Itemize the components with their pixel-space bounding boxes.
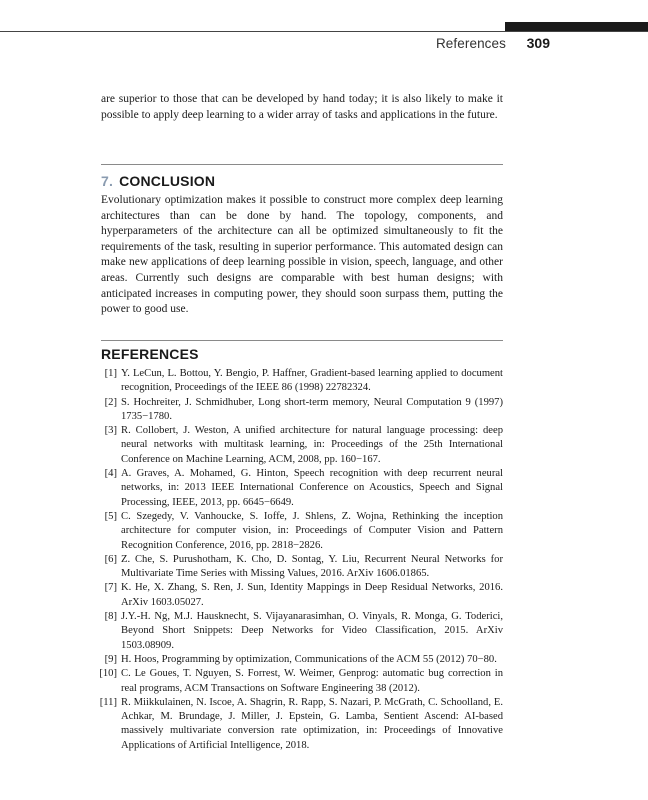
reference-number: [10] bbox=[99, 668, 117, 680]
intro-paragraph: are superior to those that can be developed by hand today; it is also likely to make it possible to apply deep learning to a wider array of tasks and applications in the future. bbox=[101, 93, 503, 121]
header-bar bbox=[505, 22, 648, 31]
reference-item bbox=[101, 367, 503, 396]
reference-number: [4] bbox=[104, 468, 117, 480]
header-rule bbox=[0, 31, 648, 32]
reference-number: [9] bbox=[104, 653, 117, 665]
section-title: CONCLUSION bbox=[119, 173, 216, 189]
reference-item bbox=[101, 396, 503, 425]
reference-item bbox=[101, 424, 503, 467]
running-head: References bbox=[435, 36, 506, 51]
reference-text: K. He, X. Zhang, S. Ren, J. Sun, Identity Mappings in Deep Residual Networks, 2016. ArXiv 1603.05027. bbox=[121, 582, 503, 608]
reference-text: R. Collobert, J. Weston, A unified architecture for natural language processing: deep neural networks with multitask learning, in: Proceedings of the 25th International Conference on Machine Learning, ACM, 2008, pp. 160−167. bbox=[121, 425, 503, 465]
page-number: 309 bbox=[526, 35, 550, 51]
reference-item bbox=[101, 510, 503, 553]
reference-text: Y. LeCun, L. Bottou, Y. Bengio, P. Haffner, Gradient-based learning applied to document recognition, Proceedings of the IEEE 86 (1998) 22782324. bbox=[121, 368, 503, 394]
reference-item bbox=[101, 581, 503, 610]
reference-item bbox=[101, 653, 503, 667]
reference-text: C. Szegedy, V. Vanhoucke, S. Ioffe, J. Shlens, Z. Wojna, Rethinking the inception architecture for computer vision, in: Proceedings of Computer Vision and Pattern Recognition Conference, 2016, pp. 2818−2826. bbox=[121, 510, 503, 551]
reference-number: [7] bbox=[104, 582, 117, 594]
reference-item bbox=[101, 553, 503, 582]
conclusion-heading bbox=[101, 173, 215, 189]
reference-number: [2] bbox=[104, 396, 117, 408]
reference-text: R. Miikkulainen, N. Iscoe, A. Shagrin, R. Rapp, S. Nazari, P. McGrath, C. Schoolland, E. Achkar, M. Brundage, J. Miller, J. Epstein, G. Lamba, Sentient Ascend: AI-based massively multivariate conversion rate optimization, in: Proceedings of Innovative Applications of Artificial Intelligence, 2018. bbox=[121, 696, 503, 751]
section-divider bbox=[101, 164, 503, 165]
reference-item bbox=[101, 610, 503, 653]
reference-item bbox=[101, 467, 503, 510]
reference-text: J.Y.-H. Ng, M.J. Hausknecht, S. Vijayanarasimhan, O. Vinyals, R. Monga, G. Toderici, Beyond Short Snippets: Deep Networks for Video Classification, 2015. ArXiv 1503.08909. bbox=[121, 611, 503, 651]
reference-text: A. Graves, A. Mohamed, G. Hinton, Speech recognition with deep recurrent neural networks, in: 2013 IEEE International Conference on Acoustics, Speech and Signal Processing, IEEE, 2013, pp. 6645−6649. bbox=[121, 468, 503, 508]
reference-number: [1] bbox=[104, 368, 117, 379]
reference-text: Z. Che, S. Purushotham, K. Cho, D. Sontag, Y. Liu, Recurrent Neural Networks for Multivariate Time Series with Missing Values, 2016. ArXiv 1606.01865. bbox=[121, 553, 503, 580]
reference-number: [8] bbox=[104, 611, 117, 623]
reference-number: [5] bbox=[104, 510, 117, 522]
reference-item bbox=[101, 696, 503, 753]
reference-number: [3] bbox=[104, 425, 117, 437]
reference-number: [6] bbox=[104, 553, 117, 565]
references-heading: REFERENCES bbox=[101, 346, 199, 362]
reference-text: H. Hoos, Programming by optimization, Communications of the ACM 55 (2012) 70−80. bbox=[121, 653, 497, 665]
reference-item bbox=[101, 667, 503, 696]
reference-text: S. Hochreiter, J. Schmidhuber, Long short-term memory, Neural Computation 9 (1997) 1735−1780. bbox=[121, 396, 503, 422]
conclusion-paragraph: Evolutionary optimization makes it possible to construct more complex deep learning architectures than can be done by hand. The topology, components, and hyperparameters of the architecture can all be optimized simultaneously to fit the requirements of the task, resulting in superior performance. This automated design can make new applications of deep learning possible in vision, speech, language, and other areas. Currently such designs are comparable with best human designs; with anticipated increases in computing power, they should soon surpass them, putting the power to good use. bbox=[101, 194, 503, 316]
reference-text: C. Le Goues, T. Nguyen, S. Forrest, W. Weimer, Genprog: automatic bug correction in real programs, ACM Transactions on Software Engineering 38 (2012). bbox=[121, 668, 503, 694]
reference-number: [11] bbox=[99, 696, 117, 708]
section-number: 7. bbox=[101, 173, 114, 189]
section-divider bbox=[101, 340, 503, 341]
reference-list bbox=[101, 367, 503, 753]
